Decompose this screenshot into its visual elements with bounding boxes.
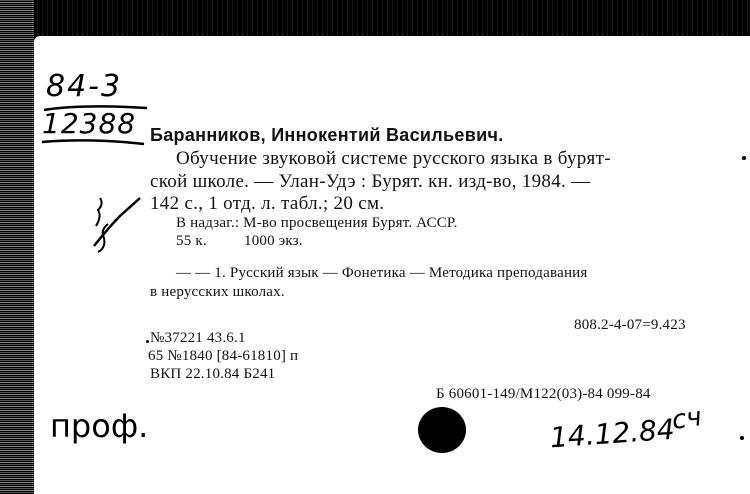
margin-mark [90,186,150,256]
author-heading: Баранников, Иннокентий Васильевич. [150,125,504,145]
print-run: 1000 экз. [244,233,303,249]
accession-underline [40,136,148,148]
bbk-code: Б 60601-149/М122(03)-84 099-84 [436,386,651,402]
ink-stamp-blot [418,407,466,453]
margin-dot-bottom [740,436,744,440]
record-line-3: ВКП 22.10.84 Б241 [150,366,276,382]
title-line-3: 142 с., 1 отд. л. табл.; 20 см. [150,193,385,214]
handwritten-shelf-mark: 84-3 [46,69,123,104]
handwritten-note: проф. [50,407,149,445]
handwritten-initials: сч [670,402,704,436]
scan-border-left [0,0,34,494]
title-line-2: ской школе. — Улан-Удэ : Бурят. кн. изд-во, 1984. — [150,171,591,192]
price: 55 к. [176,233,207,249]
record-line-2: 65 №1840 [84-61810] п [148,348,299,364]
handwritten-accession-number: 12388 [42,107,137,140]
subjects-line-2: в нерусских школах. [150,284,285,300]
classification-code: 808.2-4-07=9.423 [574,317,686,333]
scan-border-top [0,0,750,36]
catalog-card [34,36,750,494]
publisher-note: В надзаг.: М-во просвещения Бурят. АССР. [176,215,458,231]
margin-dot-left [146,340,149,343]
record-id: №37221 43.6.1 [150,330,246,346]
handwritten-date: 14.12.84 [548,412,676,455]
title-line-1: Обучение звуковой системе русского языка в бурят- [176,148,611,169]
subjects-line-1: — — 1. Русский язык — Фонетика — Методика преподавания [176,265,588,281]
margin-dot-top [742,156,746,160]
